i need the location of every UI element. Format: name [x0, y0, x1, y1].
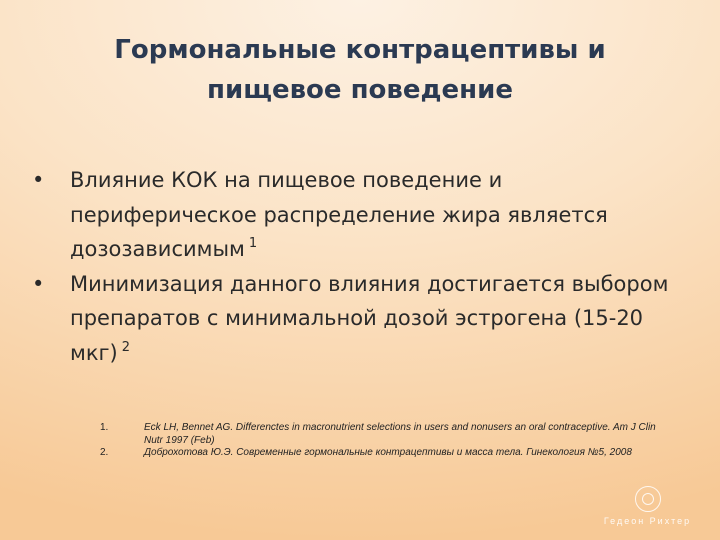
bullet-item — [30, 267, 690, 371]
reference-number: 1. — [100, 422, 109, 433]
logo-text: Гедеон Рихтер — [603, 516, 692, 526]
bullet-list — [30, 163, 690, 370]
company-logo — [595, 486, 700, 534]
bullet-text: Минимизация данного влияния достигается выбором препаратов с минимальной дозой эстрогена (15-20 мкг) — [70, 271, 669, 365]
reference-text: Доброхотова Ю.Э. Современные гормональные контрацептивы и масса тела. Гинекология №5, 2008 — [144, 447, 632, 458]
bullet-dot-icon: • — [32, 168, 45, 192]
reference-item — [100, 422, 660, 447]
reference-list — [100, 422, 660, 460]
title-line-2: пищевое поведение — [207, 75, 513, 105]
title-line-1: Гормональные контрацептивы и — [114, 35, 606, 65]
reference-marker: 1 — [248, 236, 258, 251]
bullet-item — [30, 163, 690, 267]
bullet-text: Влияние КОК на пищевое поведение и периферическое распределение жира является дозозависимым — [70, 168, 608, 261]
gedeon-richter-logo-icon — [635, 486, 661, 512]
reference-text: Eck LH, Bennet AG. Differenctes in macronutrient selections in users and nonusers an oral contraceptive. Am J Clin Nutr 1997 (Feb) — [144, 422, 656, 446]
reference-number: 2. — [100, 447, 109, 458]
bullet-dot-icon: • — [32, 271, 45, 296]
reference-marker: 2 — [121, 339, 131, 355]
slide-title — [60, 30, 660, 110]
reference-item — [100, 447, 660, 460]
